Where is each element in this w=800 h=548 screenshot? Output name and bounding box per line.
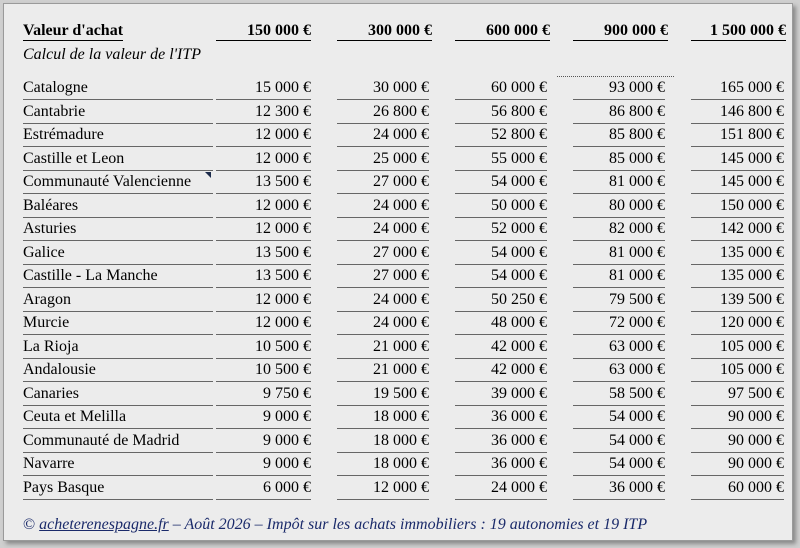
- itp-value-cell[interactable]: 12 000 €: [216, 289, 311, 312]
- itp-value-cell[interactable]: 24 000 €: [337, 195, 429, 218]
- itp-value-cell[interactable]: 21 000 €: [337, 336, 429, 359]
- site-link[interactable]: acheterenespagne.fr: [39, 516, 169, 533]
- table-row: [4, 430, 792, 454]
- itp-value-cell[interactable]: 50 250 €: [455, 289, 547, 312]
- region-cell[interactable]: Canaries: [23, 383, 213, 406]
- itp-value-cell[interactable]: 105 000 €: [691, 359, 784, 382]
- table-row: [4, 289, 792, 313]
- itp-value-cell[interactable]: 48 000 €: [455, 312, 547, 335]
- region-cell[interactable]: Pays Basque: [23, 477, 213, 500]
- itp-value-cell[interactable]: 36 000 €: [455, 406, 547, 429]
- itp-value-cell[interactable]: 81 000 €: [573, 242, 665, 265]
- itp-value-cell[interactable]: 13 500 €: [216, 242, 311, 265]
- itp-value-cell[interactable]: 39 000 €: [455, 383, 547, 406]
- itp-value-cell[interactable]: 24 000 €: [337, 289, 429, 312]
- itp-value-cell[interactable]: 18 000 €: [337, 406, 429, 429]
- header-amount-4: 900 000 €: [573, 22, 668, 41]
- itp-value-cell[interactable]: 54 000 €: [573, 430, 665, 453]
- itp-value-cell[interactable]: 60 000 €: [691, 477, 784, 500]
- itp-value-cell[interactable]: 13 500 €: [216, 171, 311, 194]
- region-cell[interactable]: Communauté de Madrid: [23, 430, 213, 453]
- header-label: Valeur d'achat: [23, 22, 124, 39]
- region-cell[interactable]: Communauté Valencienne: [23, 171, 213, 194]
- region-cell[interactable]: Cantabrie: [23, 101, 213, 124]
- itp-value-cell[interactable]: 36 000 €: [455, 430, 547, 453]
- itp-value-cell[interactable]: 24 000 €: [337, 312, 429, 335]
- table-row: [4, 406, 792, 430]
- table-row: [4, 336, 792, 360]
- table-row: [4, 359, 792, 383]
- table-subtitle: Calcul de la valeur de l'ITP: [23, 46, 202, 63]
- itp-value-cell[interactable]: 18 000 €: [337, 453, 429, 476]
- table-row: [4, 195, 792, 219]
- comment-indicator-icon[interactable]: [205, 172, 211, 178]
- itp-value-cell[interactable]: 6 000 €: [216, 477, 311, 500]
- footer-text: – Août 2026 – Impôt sur les achats immobiliers : 19 autonomies et 19 ITP: [168, 516, 648, 533]
- itp-value-cell[interactable]: 63 000 €: [573, 359, 665, 382]
- itp-value-cell[interactable]: 24 000 €: [337, 218, 429, 241]
- itp-value-cell[interactable]: 13 500 €: [216, 265, 311, 288]
- itp-value-cell[interactable]: 151 800 €: [691, 124, 784, 147]
- itp-value-cell[interactable]: 85 800 €: [573, 124, 665, 147]
- region-cell[interactable]: Galice: [23, 242, 213, 265]
- itp-value-cell[interactable]: 90 000 €: [691, 406, 784, 429]
- itp-value-cell[interactable]: 15 000 €: [216, 77, 311, 100]
- table-row: [4, 242, 792, 266]
- itp-value-cell[interactable]: 12 000 €: [216, 312, 311, 335]
- itp-value-cell[interactable]: 60 000 €: [455, 77, 547, 100]
- itp-value-cell[interactable]: 56 800 €: [455, 101, 547, 124]
- itp-value-cell[interactable]: 93 000 €: [573, 77, 665, 100]
- itp-value-cell[interactable]: 54 000 €: [455, 171, 547, 194]
- itp-value-cell[interactable]: 50 000 €: [455, 195, 547, 218]
- region-cell[interactable]: La Rioja: [23, 336, 213, 359]
- table-body: [4, 77, 792, 500]
- region-cell[interactable]: Aragon: [23, 289, 213, 312]
- itp-value-cell[interactable]: 12 000 €: [216, 124, 311, 147]
- itp-value-cell[interactable]: 52 000 €: [455, 218, 547, 241]
- region-cell[interactable]: Catalogne: [23, 77, 213, 100]
- itp-value-cell[interactable]: 90 000 €: [691, 430, 784, 453]
- itp-value-cell[interactable]: 85 000 €: [573, 148, 665, 171]
- itp-value-cell[interactable]: 146 800 €: [691, 101, 784, 124]
- header-row: [4, 22, 792, 42]
- table-row: [4, 77, 792, 101]
- itp-value-cell[interactable]: 19 500 €: [337, 383, 429, 406]
- itp-value-cell[interactable]: 24 000 €: [337, 124, 429, 147]
- itp-value-cell[interactable]: 24 000 €: [455, 477, 547, 500]
- table-row: [4, 265, 792, 289]
- itp-value-cell[interactable]: 27 000 €: [337, 265, 429, 288]
- header-amount-2: 300 000 €: [337, 22, 432, 41]
- itp-value-cell[interactable]: 58 500 €: [573, 383, 665, 406]
- itp-value-cell[interactable]: 63 000 €: [573, 336, 665, 359]
- itp-value-cell[interactable]: 9 750 €: [216, 383, 311, 406]
- itp-value-cell[interactable]: 25 000 €: [337, 148, 429, 171]
- itp-value-cell[interactable]: 80 000 €: [573, 195, 665, 218]
- itp-value-cell[interactable]: 139 500 €: [691, 289, 784, 312]
- itp-value-cell[interactable]: 79 500 €: [573, 289, 665, 312]
- itp-value-cell[interactable]: 9 000 €: [216, 453, 311, 476]
- itp-value-cell[interactable]: 145 000 €: [691, 148, 784, 171]
- itp-value-cell[interactable]: 36 000 €: [455, 453, 547, 476]
- itp-value-cell[interactable]: 54 000 €: [455, 242, 547, 265]
- table-row: [4, 383, 792, 407]
- itp-value-cell[interactable]: 30 000 €: [337, 77, 429, 100]
- region-cell[interactable]: Murcie: [23, 312, 213, 335]
- region-cell[interactable]: Asturies: [23, 218, 213, 241]
- table-row: [4, 101, 792, 125]
- itp-value-cell[interactable]: 142 000 €: [691, 218, 784, 241]
- itp-value-cell[interactable]: 9 000 €: [216, 406, 311, 429]
- itp-value-cell[interactable]: 72 000 €: [573, 312, 665, 335]
- itp-value-cell[interactable]: 12 000 €: [216, 148, 311, 171]
- itp-value-cell[interactable]: 12 000 €: [337, 477, 429, 500]
- itp-value-cell[interactable]: 18 000 €: [337, 430, 429, 453]
- itp-value-cell[interactable]: 165 000 €: [691, 77, 784, 100]
- region-cell[interactable]: Ceuta et Melilla: [23, 406, 213, 429]
- itp-value-cell[interactable]: 86 800 €: [573, 101, 665, 124]
- header-amount-1: 150 000 €: [216, 22, 311, 41]
- table-row: [4, 218, 792, 242]
- region-cell[interactable]: Andalousie: [23, 359, 213, 382]
- itp-value-cell[interactable]: 81 000 €: [573, 265, 665, 288]
- itp-value-cell[interactable]: 135 000 €: [691, 242, 784, 265]
- itp-value-cell[interactable]: 81 000 €: [573, 171, 665, 194]
- region-cell[interactable]: Castille et Leon: [23, 148, 213, 171]
- itp-value-cell[interactable]: 52 800 €: [455, 124, 547, 147]
- itp-value-cell[interactable]: 120 000 €: [691, 312, 784, 335]
- itp-value-cell[interactable]: 10 500 €: [216, 359, 311, 382]
- region-cell[interactable]: Estrémadure: [23, 124, 213, 147]
- table-row: [4, 148, 792, 172]
- footer-note: [23, 516, 647, 534]
- itp-value-cell[interactable]: 150 000 €: [691, 195, 784, 218]
- itp-value-cell[interactable]: 97 500 €: [691, 383, 784, 406]
- itp-value-cell[interactable]: 27 000 €: [337, 171, 429, 194]
- itp-value-cell[interactable]: 27 000 €: [337, 242, 429, 265]
- spreadsheet-frame: [3, 3, 793, 541]
- table-row: [4, 171, 792, 195]
- itp-value-cell[interactable]: 26 800 €: [337, 101, 429, 124]
- itp-value-cell[interactable]: 9 000 €: [216, 430, 311, 453]
- itp-value-cell[interactable]: 82 000 €: [573, 218, 665, 241]
- itp-value-cell[interactable]: 21 000 €: [337, 359, 429, 382]
- header-amount-3: 600 000 €: [455, 22, 550, 41]
- itp-value-cell[interactable]: 42 000 €: [455, 359, 547, 382]
- itp-value-cell[interactable]: 54 000 €: [573, 406, 665, 429]
- itp-value-cell[interactable]: 12 000 €: [216, 218, 311, 241]
- itp-value-cell[interactable]: 42 000 €: [455, 336, 547, 359]
- itp-value-cell[interactable]: 55 000 €: [455, 148, 547, 171]
- region-cell[interactable]: Navarre: [23, 453, 213, 476]
- table-row: [4, 124, 792, 148]
- table-row: [4, 477, 792, 501]
- itp-value-cell[interactable]: 12 300 €: [216, 101, 311, 124]
- copyright-symbol: ©: [23, 516, 36, 533]
- itp-value-cell[interactable]: 135 000 €: [691, 265, 784, 288]
- table-row: [4, 312, 792, 336]
- itp-value-cell[interactable]: 54 000 €: [573, 453, 665, 476]
- header-amount-5: 1 500 000 €: [691, 22, 786, 41]
- table-row: [4, 453, 792, 477]
- region-cell[interactable]: Baléares: [23, 195, 213, 218]
- itp-value-cell[interactable]: 90 000 €: [691, 453, 784, 476]
- itp-value-cell[interactable]: 36 000 €: [573, 477, 665, 500]
- itp-value-cell[interactable]: 54 000 €: [455, 265, 547, 288]
- itp-value-cell[interactable]: 10 500 €: [216, 336, 311, 359]
- itp-value-cell[interactable]: 145 000 €: [691, 171, 784, 194]
- itp-value-cell[interactable]: 12 000 €: [216, 195, 311, 218]
- itp-value-cell[interactable]: 105 000 €: [691, 336, 784, 359]
- region-cell[interactable]: Castille - La Manche: [23, 265, 213, 288]
